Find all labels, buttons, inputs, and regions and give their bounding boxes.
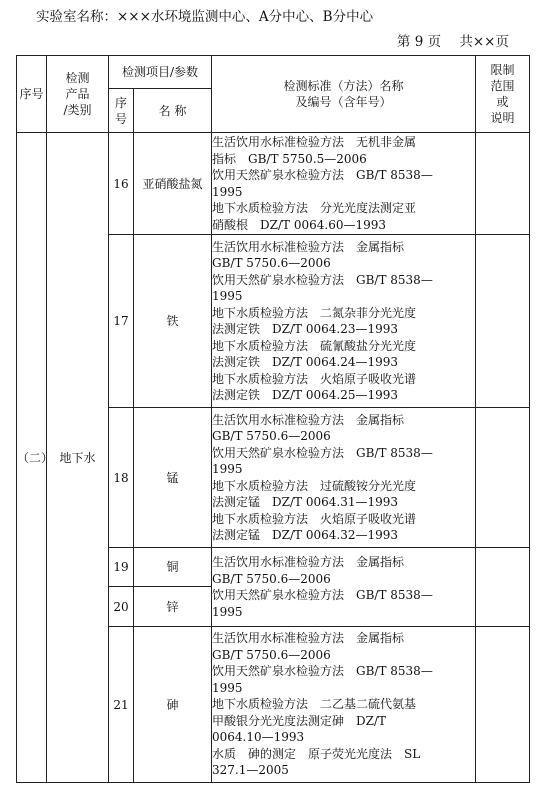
item-limits [476,133,530,235]
item-standards: 生活饮用水标准检验方法 金属指标 GB/T 5750.6—2006 饮用天然矿泉水检验方法 GB/T 8538— 1995 地下水质检验方法 二乙基二硫代氨基 甲酸银分光光度法测定砷 DZ/T 0064.10—1993 水质 砷的测定 原子荧光光度法 SL 327.1—2005 [212,627,476,783]
lab-name: 实验室名称：×××水环境监测中心、A分中心、B分中心 [36,9,374,25]
item-name: 砷 [134,627,212,783]
header-limits: 限制 范围 或 说明 [476,56,530,133]
header-item-seq: 序 号 [109,89,134,133]
item-limits [476,235,530,408]
item-name: 锰 [134,408,212,548]
page-number: 第 9 页 [396,34,442,50]
header-items-group: 检测项目/参数 [109,56,212,89]
item-no: 21 [109,627,134,783]
item-no: 17 [109,235,134,408]
item-limits [476,408,530,548]
header-product: 检测 产品 /类别 [47,56,109,133]
item-no: 20 [109,587,134,627]
header-row-1 [17,56,530,89]
item-no: 16 [109,133,134,235]
group-seq: （二） [17,133,47,783]
item-limits [476,548,530,627]
item-limits [476,627,530,783]
page-total: 共××页 [459,34,509,50]
item-standards: 生活饮用水标准检验方法 金属指标 GB/T 5750.6—2006 饮用天然矿泉水检验方法 GB/T 8538— 1995 地下水质检验方法 过硫酸铵分光光度 法测定锰 DZ/T 0064.31—1993 地下水质检验方法 火焰原子吸收光谱 法测定锰 DZ/T 0064.32—1993 [212,408,476,548]
header-seq: 序号 [17,56,47,133]
item-standards: 生活饮用水标准检验方法 金属指标 GB/T 5750.6—2006 饮用天然矿泉水检验方法 GB/T 8538— 1995 地下水质检验方法 二氮杂菲分光光度 法测定铁 DZ/T 0064.23—1993 地下水质检验方法 硫氰酸盐分光光度 法测定铁 DZ/T 0064.24—1993 地下水质检验方法 火焰原子吸收光谱 法测定铁 DZ/T 0064.25—1993 [212,235,476,408]
item-standards: 生活饮用水标准检验方法 无机非金属 指标 GB/T 5750.5—2006 饮用天然矿泉水检验方法 GB/T 8538— 1995 地下水质检验方法 分光光度法测定亚 硝酸根 DZ/T 0064.60—1993 [212,133,476,235]
header-item-name: 名 称 [134,89,212,133]
scope-table [16,55,530,783]
item-no: 19 [109,548,134,587]
header-standard: 检测标准（方法）名称 及编号（含年号） [212,56,476,133]
item-standards: 生活饮用水标准检验方法 金属指标 GB/T 5750.6—2006 饮用天然矿泉水检验方法 GB/T 8538— 1995 [212,548,476,627]
item-name: 锌 [134,587,212,627]
group-category: 地下水 [47,133,109,783]
item-name: 铜 [134,548,212,587]
table-row [17,133,530,235]
item-no: 18 [109,408,134,548]
item-name: 铁 [134,235,212,408]
page-info [383,30,509,50]
item-name: 亚硝酸盐氮 [134,133,212,235]
